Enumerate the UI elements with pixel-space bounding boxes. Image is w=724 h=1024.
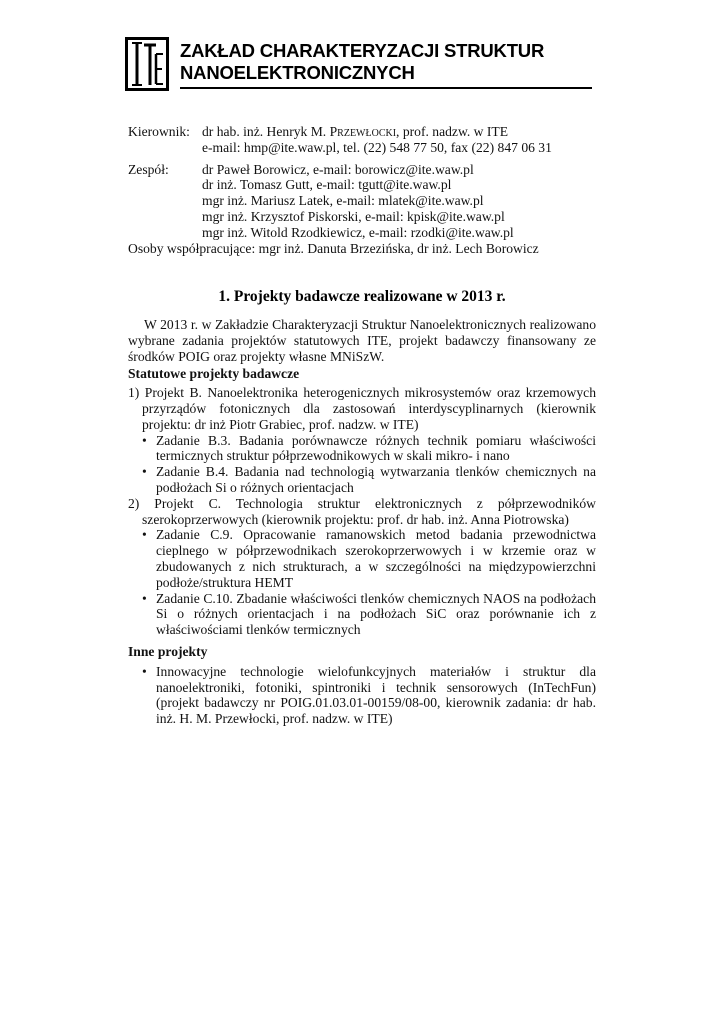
department-title-line-1: ZAKŁAD CHARAKTERYZACJI STRUKTUR [180,40,545,61]
team-row [128,162,608,241]
head-name-pre: dr hab. inż. Henryk M. [202,124,330,139]
intro-paragraph: W 2013 r. w Zakładzie Charakteryzacji Struktur Nanoelektronicznych realizowano wybrane zadania projektów statutowych ITE, projekt badawczy finansowany ze środków POIG oraz projekty własne MNiSzW. [128,317,596,364]
task-text: Zadanie C.9. Opracowanie ramanowskich metod badania przewodnictwa cieplnego w półprzewodnikach szerokoprzerwowych i w krzemie oraz w zbudowanych z nich strukturach, a w szczególności na międzypowierzchni podłoże/struktura HEMT [156,527,596,590]
project-description: 1) Projekt B. Nanoelektronika heterogenicznych mikrosystemów oraz krzemowych przyrządów fotonicznych dla zastosowań interdyscyplinarnych (kierownik projektu: dr inż Piotr Grabiec, prof. nadzw. w ITE) [128,385,596,432]
bullet-icon: • [142,590,147,606]
head-info [202,124,608,156]
section-title: 1. Projekty badawcze realizowane w 2013 r. [218,288,506,305]
task-item [128,433,596,465]
bullet-icon: • [142,527,147,543]
team-member: dr Paweł Borowicz, e-mail: borowicz@ite.waw.pl [202,161,474,177]
department-title-line-2: NANOELEKTRONICZNYCH [180,62,415,83]
section-content [128,317,596,727]
statutory-heading: Statutowe projekty badawcze [128,366,300,382]
task-text: Zadanie C.10. Zbadanie właściwości tlenków chemicznych NAOS na podłożach Si o różnych orientacjach i na podłożach SiC oraz porównanie ich z właściwościami tlenków termicznych [156,590,596,638]
head-row [128,124,608,156]
task-list [128,433,596,496]
team-member: mgr inż. Witold Rzodkiewicz, e-mail: rzodki@ite.waw.pl [202,224,514,240]
task-item [128,591,596,638]
bullet-icon: • [142,432,147,448]
header-divider [180,87,592,89]
team-member: mgr inż. Krzysztof Piskorski, e-mail: kpisk@ite.waw.pl [202,208,505,224]
team-member: dr inż. Tomasz Gutt, e-mail: tgutt@ite.waw.pl [202,177,452,193]
other-project-item [128,664,596,727]
team-label: Zespół: [128,161,169,177]
bullet-icon: • [142,464,147,480]
project-c [128,496,596,638]
task-item [128,527,596,590]
head-label: Kierownik: [128,124,190,139]
staff-block [128,124,608,256]
task-text: Zadanie B.4. Badania nad technologią wytwarzania tlenków chemicznych na podłożach Si o różnych orientacjach [156,464,596,495]
collaborators-line: Osoby współpracujące: mgr inż. Danuta Brzezińska, dr inż. Lech Borowicz [128,240,539,256]
task-item [128,464,596,496]
head-contact: e-mail: hmp@ite.waw.pl, tel. (22) 548 77 50, fax (22) 847 06 31 [202,139,552,155]
bullet-icon: • [142,663,147,679]
ite-logo-graphic [128,40,166,88]
head-name-post: , prof. nadzw. w ITE [396,124,509,139]
other-projects-heading: Inne projekty [128,643,208,659]
team-list [202,162,608,241]
other-project-text: Innowacyjne technologie wielofunkcyjnych materiałów i struktur dla nanoelektroniki, fotoniki, spintroniki i technik sensorowych (InTechFun) (projekt badawczy nr POIG.01.03.01-00159/08-00, kierownik zadania: dr hab. inż. H. M. Przewłocki, prof. nadzw. w ITE) [156,663,596,727]
head-surname: Przewłocki [329,124,397,139]
other-projects-list [128,664,596,727]
ite-logo [125,37,169,91]
project-b [128,385,596,496]
head-name [202,124,608,140]
department-title [180,40,600,84]
team-member: mgr inż. Mariusz Latek, e-mail: mlatek@ite.waw.pl [202,193,484,209]
task-text: Zadanie B.3. Badania porównawcze różnych technik pomiaru właściwości termicznych struktur półprzewodnikowych w skali mikro- i nano [156,432,596,464]
task-list [128,527,596,638]
project-description: 2) Projekt C. Technologia struktur elektronicznych z półprzewodników szerokoprzerwowych (kierownik projektu: prof. dr hab. inż. Anna Piotrowska) [128,495,596,527]
